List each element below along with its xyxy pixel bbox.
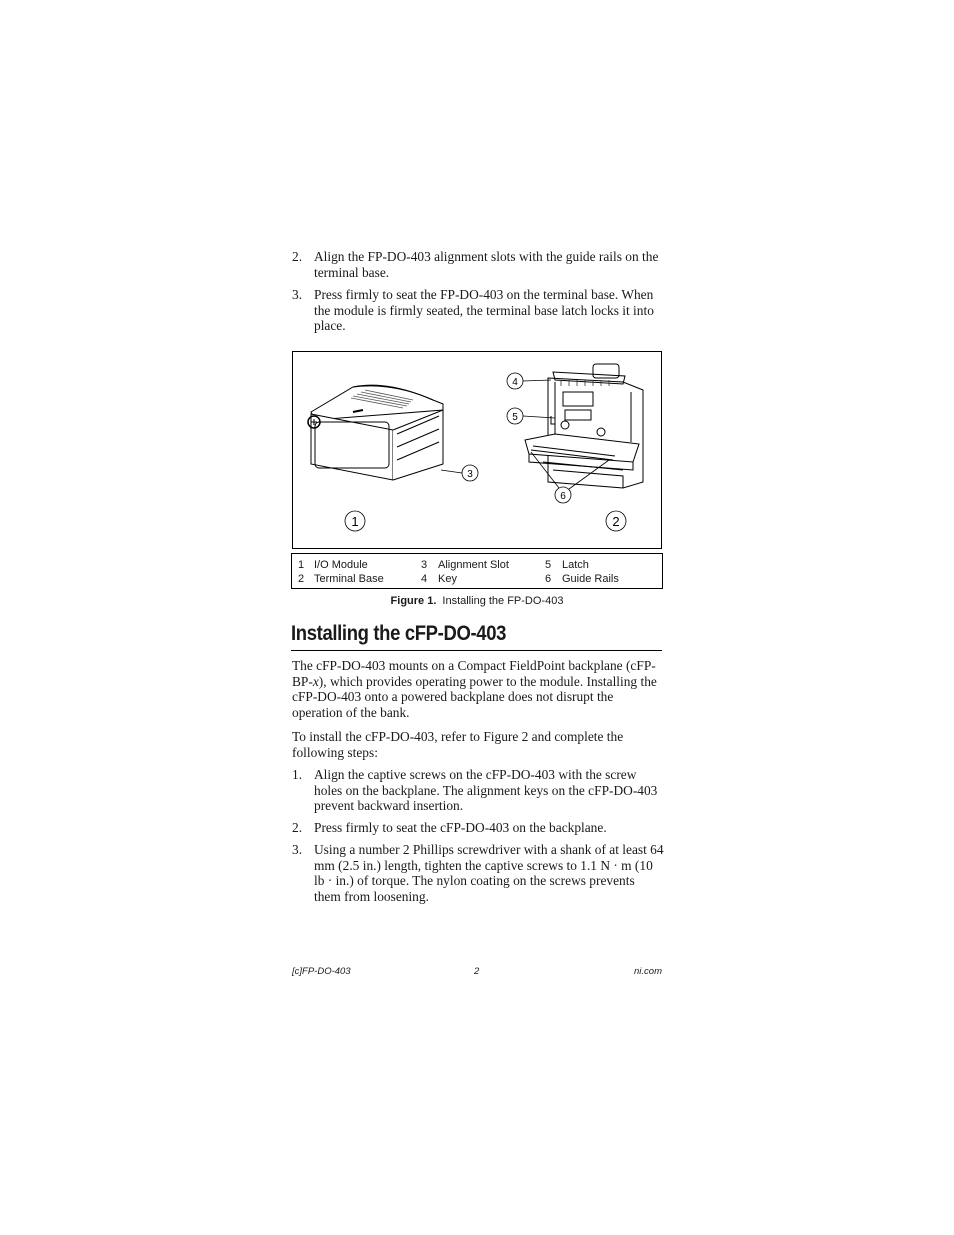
step-number: 1. [292, 767, 303, 782]
callout-3 [441, 465, 478, 481]
svg-text:4: 4 [512, 377, 518, 388]
svg-text:2: 2 [612, 514, 620, 529]
intro-paragraph [292, 658, 662, 720]
intro-text-a: The cFP-DO-403 mounts on a Compact FieldPoint backplane (cFP-BP- [292, 658, 656, 689]
step-text: Align the captive screws on the cFP-DO-403 with the screw holes on the backplane. The alignment keys on the cFP-DO-403 prevent backward insertion. [314, 767, 658, 814]
step-3-tighten-screws [292, 842, 664, 906]
step-text: Align the FP-DO-403 alignment slots with the guide rails on the terminal base. [314, 249, 659, 280]
legend-label: Terminal Base [314, 573, 384, 585]
intro-text-b: ), which provides operating power to the module. Installing the cFP-DO-403 onto a powered backplane does not disrupt the operation of the bank. [292, 673, 657, 720]
footer-document-id: [c]FP-DO-403 [292, 966, 351, 977]
legend-num: 4 [421, 573, 428, 585]
legend-label: I/O Module [314, 559, 368, 571]
legend-label: Key [438, 573, 457, 585]
legend-label: Guide Rails [562, 573, 619, 585]
callout-2 [606, 511, 626, 531]
terminal-base-drawing [525, 364, 643, 488]
step-number: 3. [292, 287, 303, 302]
step-text: Press firmly to seat the FP-DO-403 on the terminal base. When the module is firmly seated, the terminal base latch locks it into place. [314, 287, 654, 334]
footer-page-number: 2 [474, 966, 480, 977]
step-text: Using a number 2 Phillips screwdriver with a shank of at least 64 mm (2.5 in.) length, tighten the captive screws to 1.1 N · m (10 lb · in.) of torque. The nylon coating on the screws prevents them from loosening. [314, 842, 664, 904]
legend-label: Alignment Slot [438, 559, 509, 571]
legend-label: Latch [562, 559, 589, 571]
legend-num: 2 [298, 573, 305, 585]
legend-num: 1 [298, 559, 305, 571]
step-2-align-slots [292, 249, 664, 281]
figure-caption-text: Installing the FP-DO-403 [442, 595, 564, 607]
step-number: 3. [292, 842, 303, 857]
heading-rule [291, 650, 662, 651]
step-1-align-screws [292, 767, 664, 815]
svg-text:3: 3 [467, 469, 473, 480]
callout-1 [345, 511, 365, 531]
figure-legend [291, 553, 663, 589]
step-3-press-firmly [292, 287, 664, 335]
intro-variable: x [312, 673, 319, 689]
instruction-paragraph: To install the cFP-DO-403, refer to Figure 2 and complete the following steps: [292, 729, 624, 760]
legend-num: 6 [545, 573, 552, 585]
io-module-drawing [308, 385, 443, 480]
footer-website: ni.com [634, 966, 662, 977]
step-number: 2. [292, 249, 303, 264]
figure-caption-label: Figure 1. [390, 595, 437, 607]
legend-num: 5 [545, 559, 552, 571]
step-text: Press firmly to seat the cFP-DO-403 on the backplane. [314, 820, 607, 835]
svg-text:5: 5 [512, 412, 518, 423]
callout-4 [507, 373, 551, 389]
figure-installing-fp-do-403 [292, 351, 662, 549]
legend-num: 3 [421, 559, 428, 571]
svg-text:1: 1 [351, 514, 359, 529]
step-number: 2. [292, 820, 303, 835]
section-heading: Installing the cFP-DO-403 [291, 622, 507, 645]
figure-illustration [293, 352, 661, 548]
svg-text:6: 6 [560, 491, 566, 502]
step-2-press-backplane [292, 820, 664, 836]
figure-caption [292, 595, 662, 607]
